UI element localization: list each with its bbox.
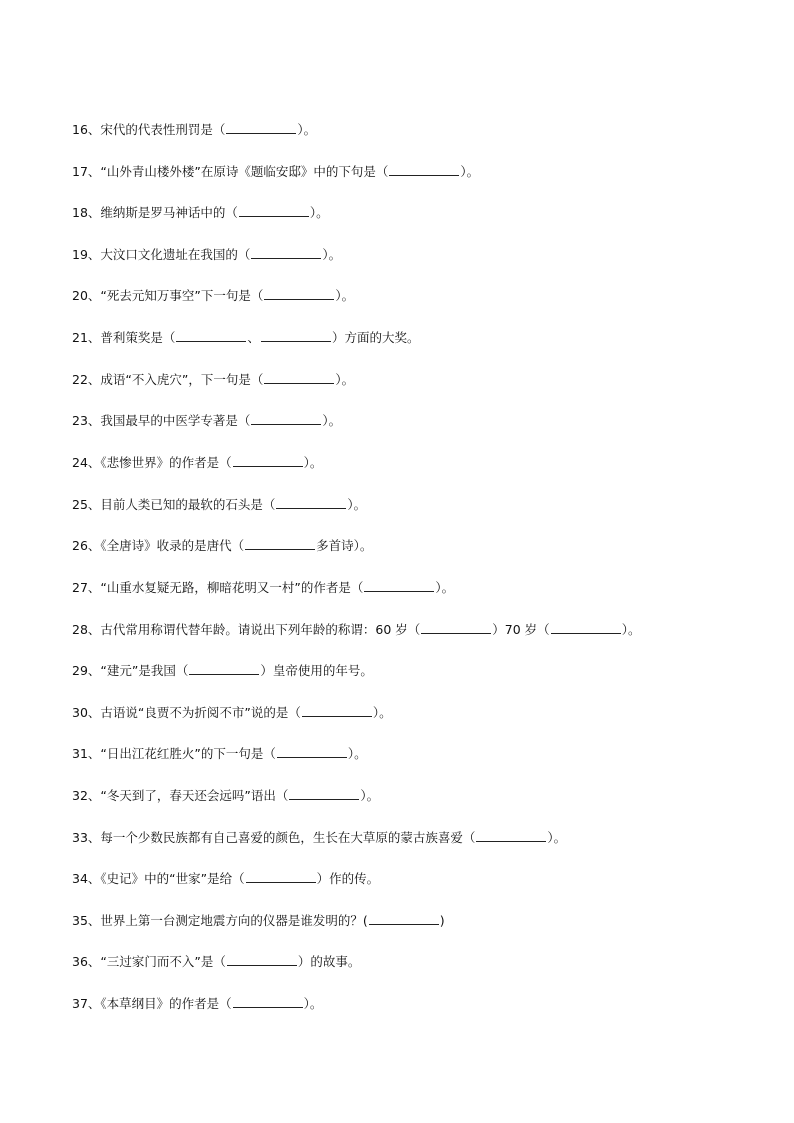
answer-blank — [233, 994, 303, 1008]
question-17 — [72, 162, 479, 180]
question-37 — [72, 994, 322, 1012]
question-text: “冬天到了，春天还会远吗”语出（ — [100, 788, 289, 803]
question-number: 23、 — [72, 413, 101, 428]
question-number: 26、 — [72, 538, 101, 553]
question-text-end: ）。 — [335, 288, 355, 303]
question-25 — [72, 495, 366, 513]
question-number: 16、 — [72, 122, 101, 137]
answer-blank — [264, 286, 334, 300]
question-text: 成语“不入虎穴”，下一句是（ — [100, 372, 264, 387]
answer-blank — [227, 952, 297, 966]
question-number: 18、 — [72, 205, 101, 220]
question-20 — [72, 286, 354, 304]
answer-blank — [239, 203, 309, 217]
question-number: 19、 — [72, 247, 101, 262]
question-number: 28、 — [72, 622, 101, 637]
question-21 — [72, 328, 419, 346]
question-text-end: ）。 — [303, 455, 323, 470]
question-27 — [72, 578, 454, 596]
question-text-end: ）。 — [309, 205, 329, 220]
question-text-end: ）。 — [547, 830, 567, 845]
question-text-end: ）。 — [435, 580, 455, 595]
question-24 — [72, 453, 322, 471]
answer-blank — [476, 828, 546, 842]
question-number: 34、 — [72, 871, 101, 886]
answer-blank — [276, 495, 346, 509]
answer-blank — [176, 328, 246, 342]
question-text-end: ）。 — [372, 705, 392, 720]
question-number: 22、 — [72, 372, 101, 387]
question-text: 《史记》中的“世家”是给（ — [100, 871, 245, 886]
question-number: 33、 — [72, 830, 101, 845]
question-text-end: ）。 — [360, 788, 380, 803]
question-number: 29、 — [72, 663, 101, 678]
question-text: 维纳斯是罗马神话中的（ — [100, 205, 238, 220]
question-text: 宋代的代表性刑罚是（ — [100, 122, 226, 137]
question-text: 古代常用称谓代替年龄。请说出下列年龄的称谓：60 岁（ — [100, 622, 421, 637]
answer-blank — [251, 245, 321, 259]
question-text-end: 多首诗）。 — [316, 538, 373, 553]
question-text: 世界上第一台测定地震方向的仪器是谁发明的？( — [100, 913, 368, 928]
answer-blank — [551, 620, 621, 634]
question-35 — [72, 911, 445, 929]
question-18 — [72, 203, 329, 221]
question-32 — [72, 786, 379, 804]
answer-blank — [421, 620, 491, 634]
question-text-mid: 、 — [247, 330, 260, 345]
question-28 — [72, 620, 640, 638]
question-text: “三过家门而不入”是（ — [100, 954, 226, 969]
question-number: 24、 — [72, 455, 101, 470]
question-number: 25、 — [72, 497, 101, 512]
question-23 — [72, 411, 341, 429]
question-text-end: ）。 — [460, 164, 480, 179]
answer-blank — [264, 370, 334, 384]
question-33 — [72, 828, 566, 846]
answer-blank — [189, 661, 259, 675]
question-text-end: ）。 — [322, 413, 342, 428]
answer-blank — [389, 162, 459, 176]
answer-blank — [246, 869, 316, 883]
question-text: 《悲惨世界》的作者是（ — [100, 455, 232, 470]
question-text: 《本草纲目》的作者是（ — [100, 996, 232, 1011]
answer-blank — [277, 744, 347, 758]
answer-blank — [261, 328, 331, 342]
answer-blank — [233, 453, 303, 467]
question-text: “死去元知万事空”下一句是（ — [100, 288, 264, 303]
question-text-end: ）作的传。 — [316, 871, 380, 886]
question-36 — [72, 952, 360, 970]
question-number: 37、 — [72, 996, 101, 1011]
question-text-end: ）。 — [303, 996, 323, 1011]
answer-blank — [289, 786, 359, 800]
question-text: 目前人类已知的最软的石头是（ — [100, 497, 276, 512]
question-text: “建元”是我国（ — [100, 663, 189, 678]
question-text: 古语说“良贾不为折阅不市”说的是（ — [100, 705, 301, 720]
answer-blank — [302, 703, 372, 717]
answer-blank — [251, 411, 321, 425]
question-text: 《全唐诗》收录的是唐代（ — [100, 538, 245, 553]
question-text: “日出江花红胜火”的下一句是（ — [100, 746, 276, 761]
question-34 — [72, 869, 379, 887]
question-number: 21、 — [72, 330, 101, 345]
question-22 — [72, 370, 354, 388]
question-31 — [72, 744, 367, 762]
question-text: 大汶口文化遗址在我国的（ — [100, 247, 251, 262]
answer-blank — [245, 536, 315, 550]
question-number: 36、 — [72, 954, 101, 969]
question-number: 17、 — [72, 164, 101, 179]
question-text: “山重水复疑无路，柳暗花明又一村”的作者是（ — [100, 580, 364, 595]
question-16 — [72, 120, 316, 138]
question-number: 35、 — [72, 913, 101, 928]
question-text-end: ）。 — [347, 497, 367, 512]
question-text-end: ）。 — [347, 746, 367, 761]
question-29 — [72, 661, 373, 679]
question-text: 我国最早的中医学专著是（ — [100, 413, 251, 428]
question-text: “山外青山楼外楼”在原诗《题临安邸》中的下句是（ — [100, 164, 389, 179]
question-number: 31、 — [72, 746, 101, 761]
question-text-end: ）。 — [297, 122, 317, 137]
question-text: 每一个少数民族都有自己喜爱的颜色，生长在大草原的蒙古族喜爱（ — [100, 830, 476, 845]
question-text-end: ）。 — [621, 622, 641, 637]
question-text-end: ）方面的大奖。 — [331, 330, 420, 345]
question-text-end: ）的故事。 — [297, 954, 361, 969]
question-19 — [72, 245, 341, 263]
question-text-end: ）。 — [322, 247, 342, 262]
question-30 — [72, 703, 392, 721]
answer-blank — [226, 120, 296, 134]
question-text-end: ）皇帝使用的年号。 — [260, 663, 373, 678]
answer-blank — [369, 911, 439, 925]
question-text-end: ) — [439, 913, 445, 928]
question-text: 普利策奖是（ — [100, 330, 176, 345]
question-number: 30、 — [72, 705, 101, 720]
question-number: 20、 — [72, 288, 101, 303]
question-number: 27、 — [72, 580, 101, 595]
question-text-end: ）。 — [335, 372, 355, 387]
question-26 — [72, 536, 372, 554]
question-number: 32、 — [72, 788, 101, 803]
question-text-mid: ）70 岁（ — [492, 622, 550, 637]
answer-blank — [364, 578, 434, 592]
